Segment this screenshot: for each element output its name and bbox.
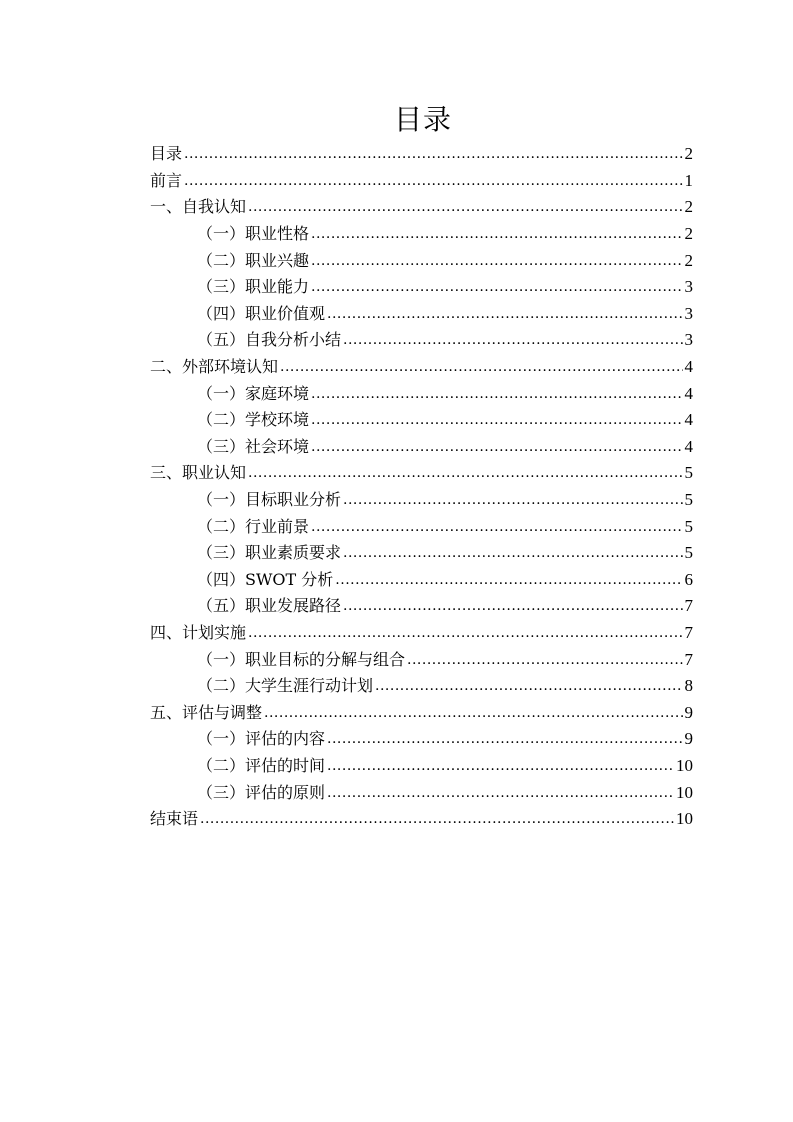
toc-dot-leader — [327, 756, 674, 776]
toc-dot-leader — [343, 490, 682, 510]
toc-entry-label: （一）职业目标的分解与组合 — [197, 649, 406, 669]
toc-entry-page-number: 5 — [684, 490, 693, 510]
toc-entry[interactable] — [150, 327, 693, 354]
toc-entry[interactable] — [150, 221, 693, 248]
toc-entry[interactable] — [150, 301, 693, 328]
toc-dot-leader — [311, 384, 682, 404]
toc-entry[interactable] — [150, 779, 693, 806]
toc-entry-label: 五、评估与调整 — [150, 702, 263, 722]
toc-entry-page-number: 6 — [684, 569, 693, 589]
toc-dot-leader — [327, 783, 674, 803]
toc-entry-page-number: 10 — [676, 782, 693, 802]
toc-entry-label: （二）评估的时间 — [197, 755, 326, 775]
toc-dot-leader — [311, 437, 682, 457]
toc-entry[interactable] — [150, 460, 693, 487]
toc-entry-page-number: 3 — [684, 277, 693, 297]
toc-entry-label: 目录 — [150, 144, 183, 164]
toc-entry[interactable] — [150, 354, 693, 381]
toc-entry-label: （四）职业价值观 — [197, 303, 326, 323]
toc-entry-page-number: 5 — [684, 516, 693, 536]
table-of-contents — [150, 141, 693, 832]
toc-entry-label: 四、计划实施 — [150, 622, 247, 642]
toc-entry-page-number: 9 — [684, 702, 693, 722]
toc-entry-label: （二）学校环境 — [197, 410, 310, 430]
toc-dot-leader — [311, 224, 682, 244]
toc-entry[interactable] — [150, 806, 693, 833]
toc-entry-label: （三）职业能力 — [197, 277, 310, 297]
toc-dot-leader — [327, 729, 682, 749]
toc-entry-label: （一）目标职业分析 — [197, 490, 342, 510]
toc-entry-label: （五）自我分析小结 — [197, 330, 342, 350]
toc-entry[interactable] — [150, 567, 693, 594]
toc-entry-page-number: 8 — [684, 676, 693, 696]
toc-entry-page-number: 4 — [684, 357, 693, 377]
toc-entry[interactable] — [150, 194, 693, 221]
toc-entry-page-number: 4 — [684, 410, 693, 430]
toc-dot-leader — [248, 197, 682, 217]
toc-entry-page-number: 10 — [676, 809, 693, 829]
toc-entry[interactable] — [150, 540, 693, 567]
toc-entry[interactable] — [150, 726, 693, 753]
toc-entry-page-number: 4 — [684, 383, 693, 403]
toc-entry[interactable] — [150, 487, 693, 514]
toc-dot-leader — [311, 410, 682, 430]
toc-dot-leader — [343, 596, 682, 616]
toc-entry-page-number: 5 — [684, 463, 693, 483]
toc-entry-label: （五）职业发展路径 — [197, 596, 342, 616]
toc-entry-page-number: 5 — [684, 543, 693, 563]
toc-entry[interactable] — [150, 434, 693, 461]
toc-entry-label: （二）职业兴趣 — [197, 250, 310, 270]
toc-entry-label: （二）行业前景 — [197, 516, 310, 536]
toc-dot-leader — [375, 676, 682, 696]
toc-entry-page-number: 2 — [684, 144, 693, 164]
toc-entry-page-number: 9 — [684, 729, 693, 749]
toc-dot-leader — [184, 171, 682, 191]
toc-entry-page-number: 3 — [684, 330, 693, 350]
toc-entry[interactable] — [150, 646, 693, 673]
toc-entry-label: 三、职业认知 — [150, 463, 247, 483]
toc-entry-label: （三）社会环境 — [197, 436, 310, 456]
toc-entry-page-number: 1 — [684, 170, 693, 190]
toc-entry-label: 结束语 — [150, 809, 199, 829]
toc-dot-leader — [248, 463, 682, 483]
toc-entry[interactable] — [150, 380, 693, 407]
toc-entry[interactable] — [150, 753, 693, 780]
toc-entry-page-number: 2 — [684, 250, 693, 270]
toc-entry[interactable] — [150, 274, 693, 301]
toc-dot-leader — [335, 570, 682, 590]
toc-dot-leader — [248, 623, 682, 643]
toc-dot-leader — [327, 304, 682, 324]
toc-entry-page-number: 7 — [684, 622, 693, 642]
toc-entry-page-number: 2 — [684, 197, 693, 217]
toc-entry-label: （一）家庭环境 — [197, 383, 310, 403]
toc-entry-page-number: 3 — [684, 303, 693, 323]
toc-entry-page-number: 2 — [684, 224, 693, 244]
toc-entry[interactable] — [150, 513, 693, 540]
toc-dot-leader — [200, 809, 674, 829]
toc-entry[interactable] — [150, 593, 693, 620]
toc-entry-label: （三）评估的原则 — [197, 782, 326, 802]
toc-dot-leader — [407, 650, 682, 670]
toc-entry[interactable] — [150, 407, 693, 434]
toc-entry-page-number: 7 — [684, 596, 693, 616]
toc-entry[interactable] — [150, 168, 693, 195]
toc-entry-label: （三）职业素质要求 — [197, 543, 342, 563]
toc-entry-label: 一、自我认知 — [150, 197, 247, 217]
toc-entry-page-number: 10 — [676, 755, 693, 775]
toc-entry-label: （四）SWOT 分析 — [197, 569, 334, 589]
toc-dot-leader — [311, 517, 682, 537]
toc-dot-leader — [311, 277, 682, 297]
toc-entry-label: 二、外部环境认知 — [150, 357, 279, 377]
toc-dot-leader — [184, 144, 682, 164]
toc-dot-leader — [280, 357, 682, 377]
toc-dot-leader — [311, 251, 682, 271]
page-title: 目录 — [393, 103, 452, 136]
toc-entry-page-number: 4 — [684, 436, 693, 456]
toc-dot-leader — [343, 543, 682, 563]
toc-entry-label: 前言 — [150, 170, 183, 190]
toc-entry[interactable] — [150, 247, 693, 274]
toc-entry[interactable] — [150, 141, 693, 168]
toc-entry-label: （一）评估的内容 — [197, 729, 326, 749]
toc-entry[interactable] — [150, 673, 693, 700]
toc-entry-page-number: 7 — [684, 649, 693, 669]
toc-dot-leader — [343, 330, 682, 350]
toc-entry-label: （二）大学生涯行动计划 — [197, 676, 374, 696]
toc-entry-label: （一）职业性格 — [197, 224, 310, 244]
toc-entry[interactable] — [150, 699, 693, 726]
toc-dot-leader — [264, 703, 682, 723]
toc-entry[interactable] — [150, 620, 693, 647]
